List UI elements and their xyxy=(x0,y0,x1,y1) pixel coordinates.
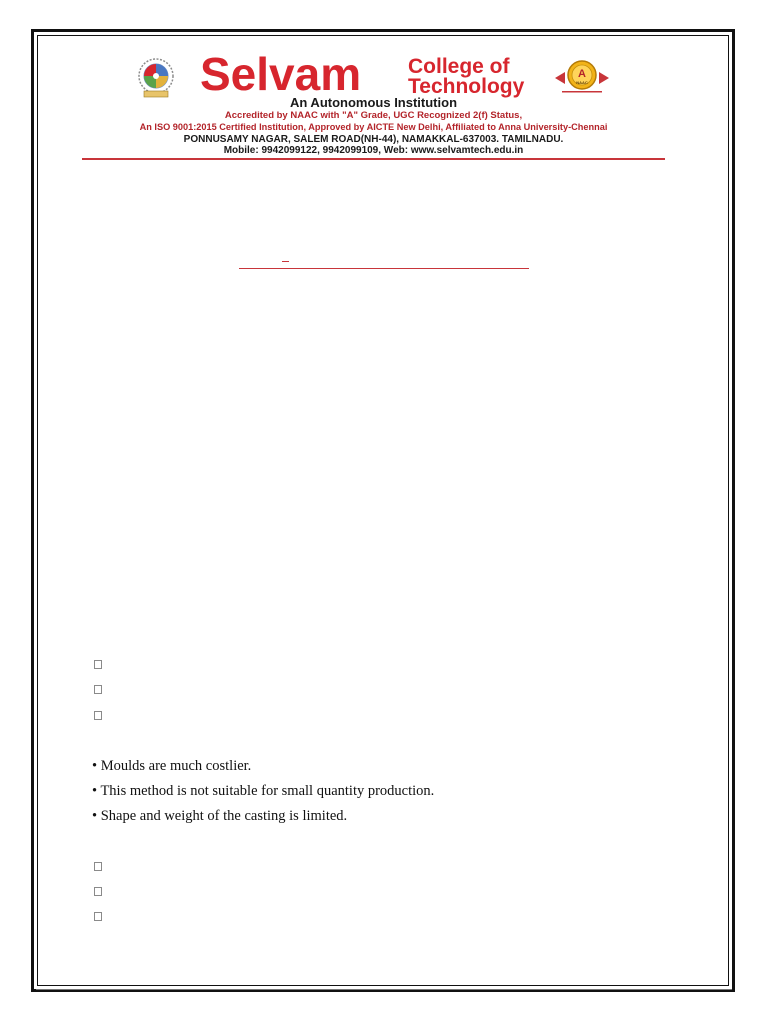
missing-glyph-box-icon xyxy=(94,887,102,896)
brand-subtitle-line-1: College of xyxy=(408,55,510,78)
naac-seal-letter: A xyxy=(578,68,586,80)
title-underline xyxy=(239,268,529,269)
missing-glyph-box-icon xyxy=(94,711,102,720)
college-emblem-icon xyxy=(132,56,180,100)
disadvantage-item: • Moulds are much costlier. xyxy=(92,758,252,774)
title-dash xyxy=(282,261,289,262)
page-border-inner xyxy=(37,35,729,986)
address-line: PONNUSAMY NAGAR, SALEM ROAD(NH-44), NAMAKKAL-637003. TAMILNADU. xyxy=(183,134,564,145)
missing-glyph-box-icon xyxy=(94,685,102,694)
brand-subtitle-line-2: Technology xyxy=(408,75,525,98)
brand-name: Selvam xyxy=(200,48,362,100)
bottom-rule xyxy=(36,989,732,990)
missing-glyph-box-icon xyxy=(94,660,102,669)
letterhead xyxy=(82,50,665,162)
contact-line: Mobile: 9942099122, 9942099109, Web: www.selvamtech.edu.in xyxy=(223,145,524,156)
brand-wordmark xyxy=(200,50,550,100)
iso-certification-line: An ISO 9001:2015 Certified Institution, Approved by AICTE New Delhi, Affiliated to Anna University-Chennai xyxy=(139,122,608,132)
missing-glyph-box-icon xyxy=(94,912,102,921)
disadvantage-item: • Shape and weight of the casting is limited. xyxy=(92,808,348,824)
letterhead-rule xyxy=(82,158,665,160)
disadvantage-item: • This method is not suitable for small quantity production. xyxy=(92,783,435,799)
accreditation-line: Accredited by NAAC with "A" Grade, UGC Recognized 2(f) Status, xyxy=(224,110,523,121)
missing-glyph-box-icon xyxy=(94,862,102,871)
naac-seal-text: NAAC xyxy=(576,80,588,85)
naac-seal-icon xyxy=(552,58,612,98)
autonomous-tagline: An Autonomous Institution xyxy=(289,95,458,110)
